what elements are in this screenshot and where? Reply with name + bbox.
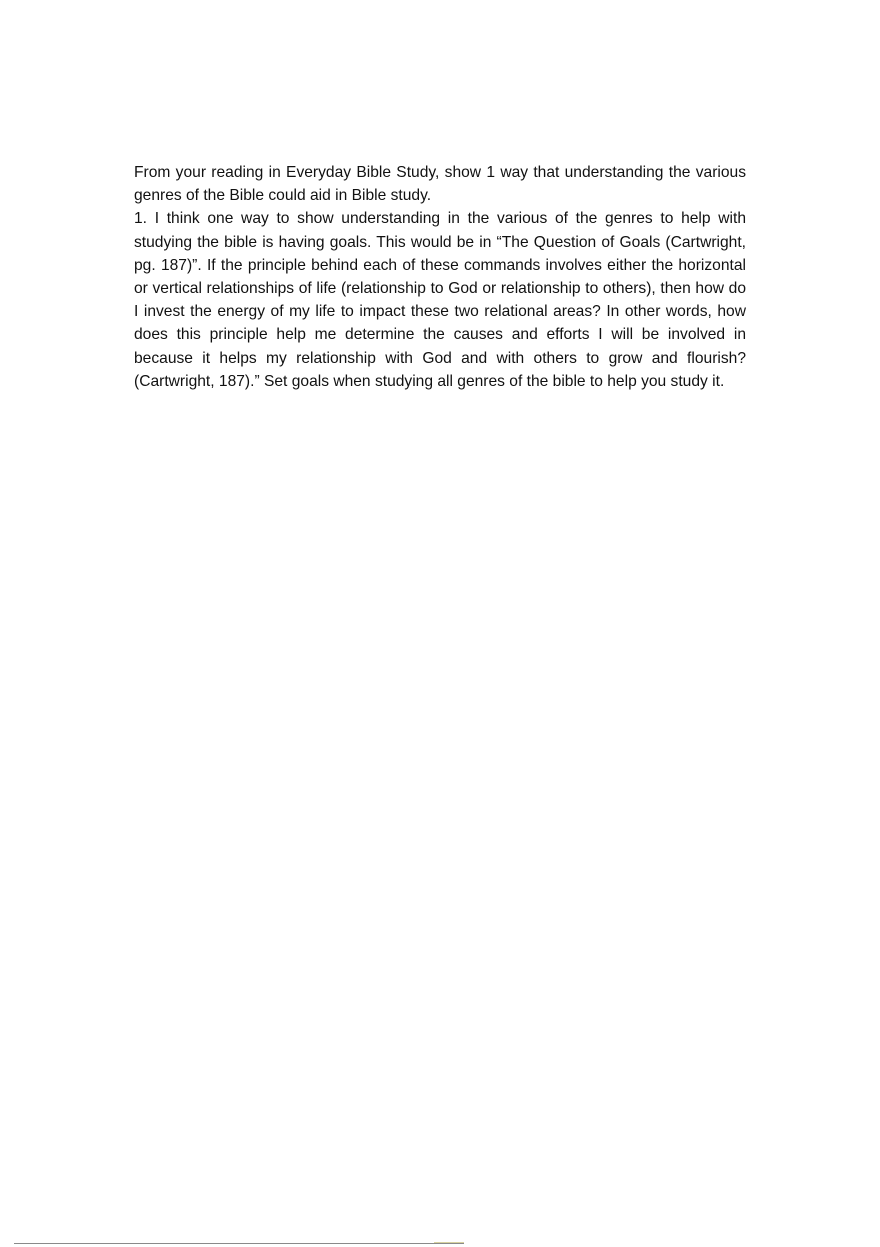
- question-prefix: From your reading in: [134, 164, 287, 181]
- book-title: Everyday Bible Study: [286, 164, 436, 181]
- question-paragraph: [134, 161, 746, 207]
- document-body: [134, 161, 746, 393]
- footer-mark: [434, 1242, 464, 1243]
- question-suffix: , show 1 way that understanding the various genres of the Bible could aid in Bible study.: [134, 164, 747, 205]
- footer-rule: [14, 1243, 464, 1244]
- answer-paragraph: 1. I think one way to show understanding in the various of the genres to help with studying the bible is having goals. This would be in “The Question of Goals (Cartwright, pg. 187)”. If the principle behind each of these commands involves either the horizontal or vertical relationships of life (relationship to God or relationship to others), then how do I invest the energy of my life to impact these two relational areas? In other words, how does this principle help me determine the causes and efforts I will be involved in because it helps my relationship with God and with others to grow and flourish? (Cartwright, 187).” Set goals when studying all genres of the bible to help you study it.: [134, 210, 746, 390]
